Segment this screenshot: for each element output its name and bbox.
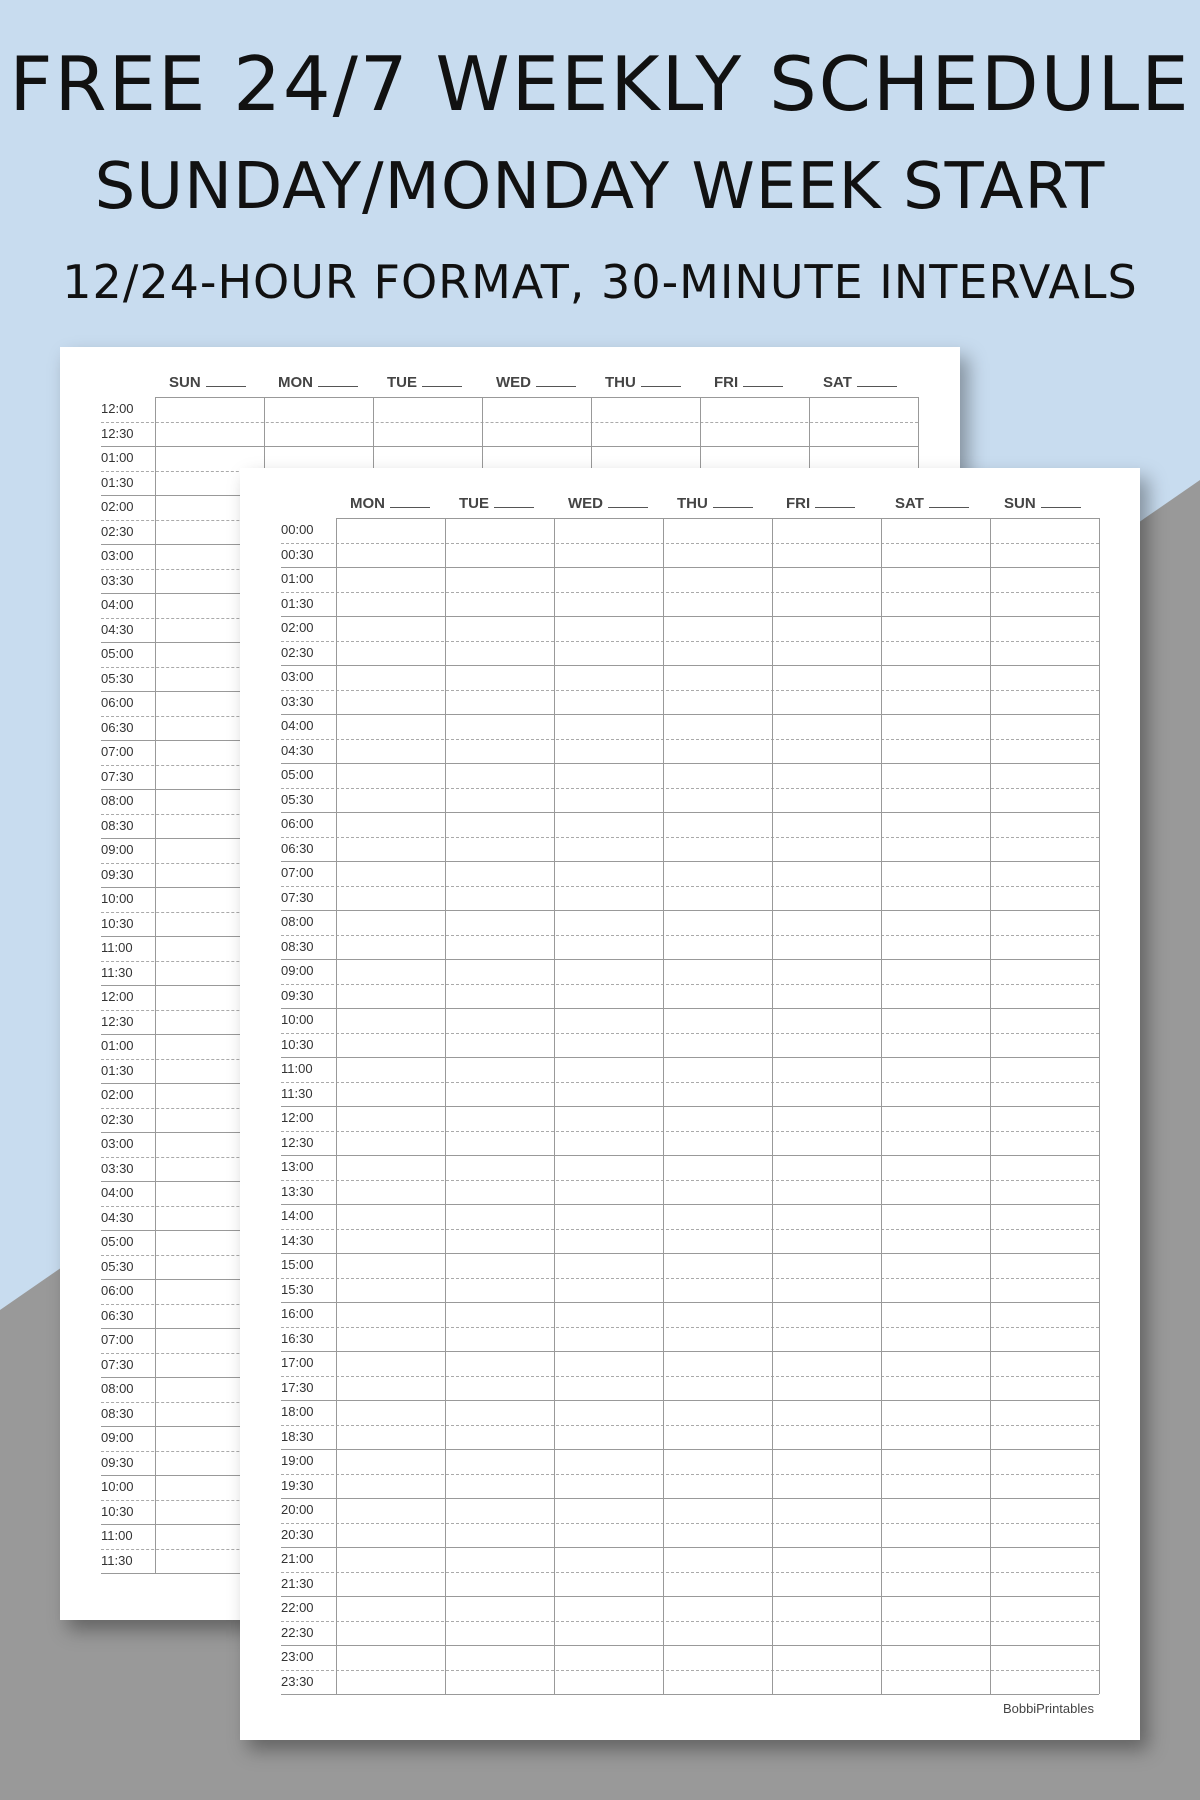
time-label: 11:00 <box>101 940 133 955</box>
time-label: 21:00 <box>281 1551 314 1566</box>
front-schedule-sheet <box>240 468 1140 1740</box>
time-label: 06:30 <box>101 1307 134 1323</box>
day-header-label: SAT <box>823 374 852 391</box>
half-hour-row-line <box>281 592 1099 593</box>
half-hour-row-line <box>281 1033 1099 1034</box>
time-label: 01:00 <box>281 571 314 586</box>
date-blank-line <box>815 496 855 508</box>
day-header-tue <box>459 495 534 512</box>
column-line <box>445 518 446 1694</box>
column-line <box>591 397 592 471</box>
time-label: 04:00 <box>101 597 134 612</box>
hour-row-line <box>281 1596 1099 1597</box>
time-label: 11:30 <box>101 1552 133 1568</box>
date-blank-line <box>1041 496 1081 508</box>
hour-row-line <box>281 812 1099 813</box>
hour-row-line <box>281 1204 1099 1205</box>
day-header-label: SAT <box>895 495 924 512</box>
half-hour-row-line <box>281 1376 1099 1377</box>
time-label: 22:30 <box>281 1624 314 1640</box>
half-hour-row-line <box>281 1082 1099 1083</box>
column-line <box>663 518 664 1694</box>
time-label: 22:00 <box>281 1600 314 1615</box>
day-header-label: THU <box>677 495 708 512</box>
time-label: 12:00 <box>101 401 134 416</box>
half-hour-row-line <box>281 1278 1099 1279</box>
time-label: 15:00 <box>281 1257 314 1272</box>
time-label: 20:00 <box>281 1502 314 1517</box>
half-hour-row-line <box>281 984 1099 985</box>
hour-row-line <box>281 1449 1099 1450</box>
time-label: 03:30 <box>101 1160 134 1176</box>
half-hour-row-line <box>281 1572 1099 1573</box>
day-header-label: MON <box>278 374 313 391</box>
half-hour-row-line <box>281 1425 1099 1426</box>
time-label: 14:00 <box>281 1208 314 1223</box>
hour-row-line <box>281 1155 1099 1156</box>
day-header-label: FRI <box>786 495 811 512</box>
day-header-sun <box>169 374 246 391</box>
hour-row-line <box>281 1498 1099 1499</box>
time-label: 06:30 <box>281 840 314 856</box>
time-label: 01:00 <box>101 450 134 465</box>
time-label: 04:00 <box>101 1185 134 1200</box>
hour-row-line <box>281 665 1099 666</box>
date-blank-line <box>206 375 246 387</box>
time-label: 10:00 <box>281 1012 314 1027</box>
hour-row-line <box>281 861 1099 862</box>
half-hour-row-line <box>281 886 1099 887</box>
time-label: 18:00 <box>281 1404 314 1419</box>
time-label: 12:30 <box>101 1013 134 1029</box>
time-label: 07:00 <box>101 1332 134 1347</box>
hour-row-line <box>281 1694 1099 1695</box>
time-label: 09:00 <box>281 963 314 978</box>
day-header-wed <box>568 495 648 512</box>
time-label: 11:00 <box>281 1061 313 1076</box>
half-hour-row-line <box>281 788 1099 789</box>
hour-row-line <box>281 1253 1099 1254</box>
half-hour-row-line <box>281 1523 1099 1524</box>
hour-row-line <box>281 763 1099 764</box>
hour-row-line <box>281 1351 1099 1352</box>
hour-row-line <box>281 1008 1099 1009</box>
time-label: 06:00 <box>101 695 134 710</box>
hour-row-line <box>281 1547 1099 1548</box>
column-line <box>554 518 555 1694</box>
hour-row-line <box>281 714 1099 715</box>
column-line <box>918 397 919 471</box>
time-label: 06:00 <box>101 1283 134 1298</box>
time-label: 05:30 <box>101 1258 134 1274</box>
half-hour-row-line <box>281 739 1099 740</box>
time-label: 02:00 <box>281 620 314 635</box>
column-line <box>155 397 156 1573</box>
grid-top-line <box>336 518 1099 519</box>
brand-label: BobbiPrintables <box>1002 1701 1094 1716</box>
time-label: 12:00 <box>281 1110 314 1125</box>
day-header-wed <box>496 374 576 391</box>
half-hour-row-line <box>281 837 1099 838</box>
half-hour-row-line <box>281 690 1099 691</box>
time-label: 04:30 <box>101 621 134 637</box>
day-header-fri <box>714 374 783 391</box>
time-label: 07:30 <box>101 1356 134 1372</box>
day-header-sat <box>895 495 969 512</box>
time-label: 12:30 <box>281 1134 314 1150</box>
time-label: 09:30 <box>101 1454 134 1470</box>
time-label: 09:00 <box>101 1430 134 1445</box>
time-label: 09:30 <box>101 866 134 882</box>
time-label: 17:30 <box>281 1379 314 1395</box>
day-header-sun <box>1004 495 1081 512</box>
day-header-mon <box>350 495 430 512</box>
time-label: 08:30 <box>281 938 314 954</box>
date-blank-line <box>713 496 753 508</box>
time-label: 04:00 <box>281 718 314 733</box>
date-blank-line <box>743 375 783 387</box>
half-hour-row-line <box>281 1474 1099 1475</box>
time-label: 07:00 <box>101 744 134 759</box>
time-label: 02:30 <box>101 523 134 539</box>
hour-row-line <box>281 1057 1099 1058</box>
time-label: 12:00 <box>101 989 134 1004</box>
half-hour-row-line <box>281 1131 1099 1132</box>
day-header-label: THU <box>605 374 636 391</box>
hour-row-line <box>281 1302 1099 1303</box>
time-label: 16:00 <box>281 1306 314 1321</box>
date-blank-line <box>494 496 534 508</box>
time-label: 10:30 <box>101 915 134 931</box>
time-label: 15:30 <box>281 1281 314 1297</box>
column-line <box>772 518 773 1694</box>
time-label: 07:30 <box>281 889 314 905</box>
time-label: 00:30 <box>281 546 314 562</box>
time-label: 18:30 <box>281 1428 314 1444</box>
hour-row-line <box>281 910 1099 911</box>
time-label: 09:30 <box>281 987 314 1003</box>
time-label: 03:30 <box>281 693 314 709</box>
column-line <box>482 397 483 471</box>
time-label: 00:00 <box>281 522 314 537</box>
time-label: 10:30 <box>281 1036 314 1052</box>
time-label: 12:30 <box>101 425 134 441</box>
time-label: 08:00 <box>281 914 314 929</box>
time-label: 23:30 <box>281 1673 314 1689</box>
half-hour-row-line <box>281 1229 1099 1230</box>
date-blank-line <box>929 496 969 508</box>
time-label: 11:30 <box>101 964 133 980</box>
time-label: 08:30 <box>101 817 134 833</box>
column-line <box>881 518 882 1694</box>
time-label: 09:00 <box>101 842 134 857</box>
day-header-thu <box>605 374 681 391</box>
time-label: 10:00 <box>101 891 134 906</box>
day-header-thu <box>677 495 753 512</box>
time-label: 02:30 <box>101 1111 134 1127</box>
day-header-tue <box>387 374 462 391</box>
time-label: 01:30 <box>101 1062 134 1078</box>
time-label: 03:00 <box>281 669 314 684</box>
time-label: 08:30 <box>101 1405 134 1421</box>
page-title: FREE 24/7 WEEKLY SCHEDULE <box>9 40 1191 128</box>
time-label: 05:00 <box>101 646 134 661</box>
time-label: 08:00 <box>101 793 134 808</box>
column-line <box>336 518 337 1694</box>
time-label: 13:00 <box>281 1159 314 1174</box>
time-label: 19:00 <box>281 1453 314 1468</box>
time-label: 05:00 <box>101 1234 134 1249</box>
day-header-sat <box>823 374 897 391</box>
time-label: 03:00 <box>101 1136 134 1151</box>
date-blank-line <box>857 375 897 387</box>
date-blank-line <box>608 496 648 508</box>
time-label: 13:30 <box>281 1183 314 1199</box>
time-label: 16:30 <box>281 1330 314 1346</box>
time-label: 21:30 <box>281 1575 314 1591</box>
day-header-label: TUE <box>459 495 489 512</box>
column-line <box>990 518 991 1694</box>
day-header-label: MON <box>350 495 385 512</box>
time-label: 05:00 <box>281 767 314 782</box>
half-hour-row-line <box>281 543 1099 544</box>
time-label: 20:30 <box>281 1526 314 1542</box>
column-line <box>809 397 810 471</box>
day-header-label: FRI <box>714 374 739 391</box>
date-blank-line <box>318 375 358 387</box>
column-line <box>1099 518 1100 1694</box>
hour-row-line <box>281 1645 1099 1646</box>
time-label: 05:30 <box>101 670 134 686</box>
hour-row-line <box>281 1400 1099 1401</box>
time-label: 03:30 <box>101 572 134 588</box>
day-header-mon <box>278 374 358 391</box>
column-line <box>700 397 701 471</box>
day-header-fri <box>786 495 855 512</box>
time-label: 07:30 <box>101 768 134 784</box>
time-label: 01:00 <box>101 1038 134 1053</box>
half-hour-row-line <box>281 935 1099 936</box>
time-label: 04:30 <box>101 1209 134 1225</box>
format-line: 12/24-HOUR FORMAT, 30-MINUTE INTERVALS <box>62 255 1138 309</box>
time-label: 03:00 <box>101 548 134 563</box>
half-hour-row-line <box>281 1180 1099 1181</box>
date-blank-line <box>536 375 576 387</box>
day-header-label: WED <box>496 374 531 391</box>
time-label: 05:30 <box>281 791 314 807</box>
time-label: 02:00 <box>101 1087 134 1102</box>
date-blank-line <box>390 496 430 508</box>
time-label: 10:00 <box>101 1479 134 1494</box>
time-label: 11:00 <box>101 1528 133 1543</box>
time-label: 17:00 <box>281 1355 314 1370</box>
time-label: 01:30 <box>281 595 314 611</box>
time-label: 14:30 <box>281 1232 314 1248</box>
day-header-label: SUN <box>169 374 201 391</box>
hour-row-line <box>281 1106 1099 1107</box>
half-hour-row-line <box>101 422 918 423</box>
time-label: 19:30 <box>281 1477 314 1493</box>
half-hour-row-line <box>281 1670 1099 1671</box>
half-hour-row-line <box>281 1327 1099 1328</box>
time-label: 01:30 <box>101 474 134 490</box>
date-blank-line <box>422 375 462 387</box>
time-label: 23:00 <box>281 1649 314 1664</box>
date-blank-line <box>641 375 681 387</box>
time-label: 06:00 <box>281 816 314 831</box>
time-label: 02:00 <box>101 499 134 514</box>
time-label: 06:30 <box>101 719 134 735</box>
day-header-label: SUN <box>1004 495 1036 512</box>
time-label: 08:00 <box>101 1381 134 1396</box>
hour-row-line <box>101 446 918 447</box>
hour-row-line <box>281 959 1099 960</box>
time-label: 11:30 <box>281 1085 313 1101</box>
time-label: 10:30 <box>101 1503 134 1519</box>
time-label: 04:30 <box>281 742 314 758</box>
page-subtitle: SUNDAY/MONDAY WEEK START <box>94 150 1106 224</box>
day-header-label: WED <box>568 495 603 512</box>
day-header-label: TUE <box>387 374 417 391</box>
hour-row-line <box>281 567 1099 568</box>
time-label: 02:30 <box>281 644 314 660</box>
hour-row-line <box>281 616 1099 617</box>
column-line <box>373 397 374 471</box>
grid-top-line <box>155 397 918 398</box>
time-label: 07:00 <box>281 865 314 880</box>
half-hour-row-line <box>281 1621 1099 1622</box>
half-hour-row-line <box>281 641 1099 642</box>
